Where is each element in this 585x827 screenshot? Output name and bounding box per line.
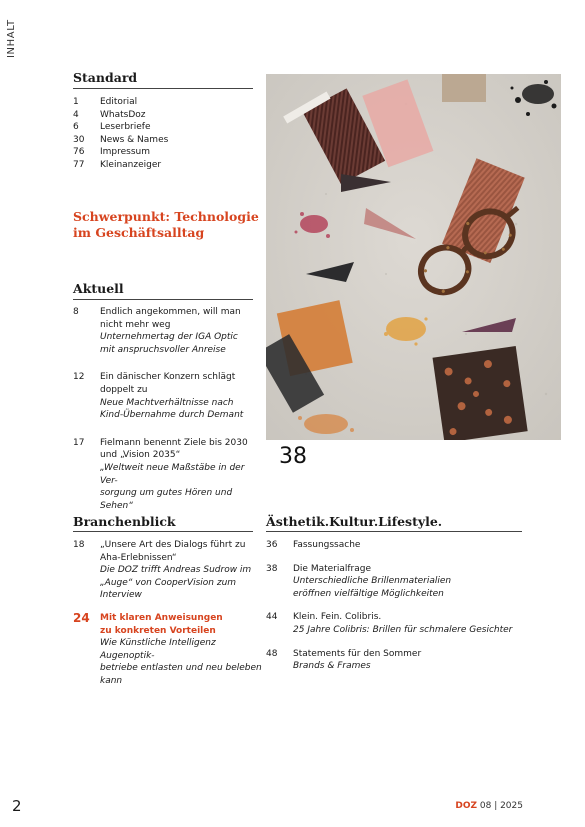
- toc-title-line: Fassungssache: [293, 540, 361, 550]
- branchenblick-list: [73, 539, 263, 698]
- toc-subtitle-line: kann: [100, 675, 123, 686]
- toc-entry-text: [293, 611, 526, 636]
- toc-title: Impressum: [100, 147, 151, 158]
- footer-issue: 08 | 2025: [479, 801, 523, 811]
- toc-entry[interactable]: [73, 96, 253, 109]
- toc-entry-text: [100, 437, 258, 513]
- toc-subtitle-line: Unterschiedliche Brillenmaterialien: [293, 576, 452, 587]
- branchenblick-rule: [73, 531, 253, 532]
- toc-entry-text: [100, 371, 258, 421]
- toc-subtitle-line: Wie Künstliche Intelligenz Augenoptik-: [100, 638, 216, 661]
- side-label-text: INHALT: [6, 19, 17, 58]
- toc-title-line: Aha-Erlebnissen“: [100, 552, 177, 563]
- toc-subtitle-line: 25 Jahre Colibris: Brillen für schmalere Gesichter: [293, 624, 513, 635]
- materials-photo: [266, 74, 561, 440]
- toc-entry[interactable]: [73, 159, 253, 172]
- materials-photo-illustration: [266, 74, 561, 440]
- toc-entry[interactable]: [73, 539, 263, 602]
- branchenblick-heading: Branchenblick: [73, 514, 176, 529]
- toc-title: Editorial: [100, 97, 138, 107]
- toc-title-line: Klein. Fein. Colibris.: [293, 612, 382, 623]
- toc-page-number: 30: [73, 134, 85, 145]
- toc-title-line: Ein dänischer Konzern schlägt: [100, 372, 236, 383]
- toc-subtitle-line: „Auge“ von CooperVision zum Interview: [100, 577, 237, 601]
- schwerpunkt-line-2: im Geschäftsalltag: [73, 225, 205, 240]
- toc-subtitle-line: Brands & Frames: [293, 661, 371, 672]
- toc-entry[interactable]: [266, 539, 526, 552]
- toc-page-number: 48: [266, 648, 278, 659]
- toc-page-number: 44: [266, 612, 278, 623]
- toc-entry[interactable]: [73, 306, 258, 356]
- toc-page-number: 76: [73, 147, 85, 158]
- toc-page-number: 36: [266, 540, 278, 550]
- toc-entry[interactable]: [73, 134, 253, 147]
- toc-entry[interactable]: [73, 612, 263, 688]
- toc-subtitle-line: Unternehmertag der IGA Optic: [100, 332, 238, 343]
- toc-entry[interactable]: [266, 563, 526, 601]
- toc-entry-text: [293, 539, 526, 552]
- toc-entry[interactable]: [73, 371, 258, 421]
- toc-title-line: Mit klaren Anweisungen: [100, 612, 223, 623]
- schwerpunkt-heading[interactable]: [73, 209, 263, 241]
- toc-title-line: doppelt zu: [100, 384, 148, 395]
- aktuell-list: [73, 306, 258, 527]
- toc-subtitle-line: Neue Machtverhältnisse nach: [100, 397, 234, 408]
- toc-title: WhatsDoz: [100, 109, 146, 120]
- toc-page-number: 6: [73, 122, 79, 133]
- toc-page-number: 12: [73, 372, 85, 383]
- toc-subtitle-line: „Weltweit neue Maßstäbe in der Ver-: [100, 462, 245, 486]
- toc-title-line: „Unsere Art des Dialogs führt zu: [100, 540, 246, 550]
- section-side-label: [6, 14, 20, 74]
- toc-title-line: zu konkreten Vorteilen: [100, 625, 216, 636]
- toc-title-line: Die Materialfrage: [293, 563, 372, 574]
- toc-entry[interactable]: [73, 121, 253, 134]
- toc-entry-text: [293, 563, 526, 601]
- toc-page-number: 4: [73, 109, 79, 120]
- toc-subtitle-line: mit anspruchsvoller Anreise: [100, 344, 226, 355]
- toc-entry[interactable]: [266, 611, 526, 636]
- toc-subtitle-line: sorgung um gutes Hören und Sehen“: [100, 488, 233, 511]
- toc-title-line: Fielmann benennt Ziele bis 2030: [100, 437, 248, 448]
- standard-rule: [73, 88, 253, 89]
- aesthetik-heading: Ästhetik.Kultur.Lifestyle.: [266, 514, 443, 529]
- toc-page-number: 1: [73, 97, 79, 107]
- toc-subtitle-line: betriebe entlasten und neu beleben: [100, 663, 262, 674]
- footer-brand: DOZ: [455, 801, 477, 811]
- toc-title-line: und „Vision 2035“: [100, 450, 181, 461]
- photo-page-number[interactable]: 38: [279, 444, 307, 469]
- toc-title: News & Names: [100, 134, 169, 145]
- standard-heading: Standard: [73, 70, 138, 85]
- toc-subtitle-line: Die DOZ trifft Andreas Sudrow im: [100, 565, 252, 576]
- toc-entry[interactable]: [266, 648, 526, 673]
- toc-title-line: Statements für den Sommer: [293, 648, 422, 659]
- toc-entry-text: [293, 648, 526, 673]
- footer-issue-info: [455, 801, 523, 811]
- toc-entry[interactable]: [73, 109, 253, 122]
- toc-entry-text: [100, 306, 258, 356]
- schwerpunkt-line-1: Schwerpunkt: Technologie: [73, 209, 259, 224]
- toc-page-number: 17: [73, 437, 85, 448]
- aesthetik-rule: [266, 531, 522, 532]
- toc-entry-text: [100, 612, 263, 688]
- toc-page-number: 38: [266, 563, 278, 574]
- toc-subtitle-line: Kind-Übernahme durch Demant: [100, 410, 244, 421]
- toc-page-number: 24: [73, 610, 90, 625]
- toc-entry[interactable]: [73, 437, 258, 513]
- toc-page-number: 77: [73, 159, 85, 170]
- toc-title: Leserbriefe: [100, 122, 151, 133]
- toc-page-number: 18: [73, 540, 85, 550]
- aktuell-rule: [73, 299, 253, 300]
- toc-entry[interactable]: [73, 146, 253, 159]
- aktuell-heading: Aktuell: [73, 281, 124, 296]
- footer-page-number: 2: [12, 797, 22, 815]
- toc-page-number: 8: [73, 307, 79, 317]
- toc-title: Kleinanzeiger: [100, 159, 162, 170]
- aesthetik-list: [266, 539, 526, 684]
- toc-title-line: nicht mehr weg: [100, 319, 171, 330]
- standard-list: [73, 96, 253, 172]
- toc-title-line: Endlich angekommen, will man: [100, 307, 241, 317]
- toc-entry-text: [100, 539, 263, 602]
- toc-subtitle-line: eröffnen vielfältige Möglichkeiten: [293, 588, 444, 599]
